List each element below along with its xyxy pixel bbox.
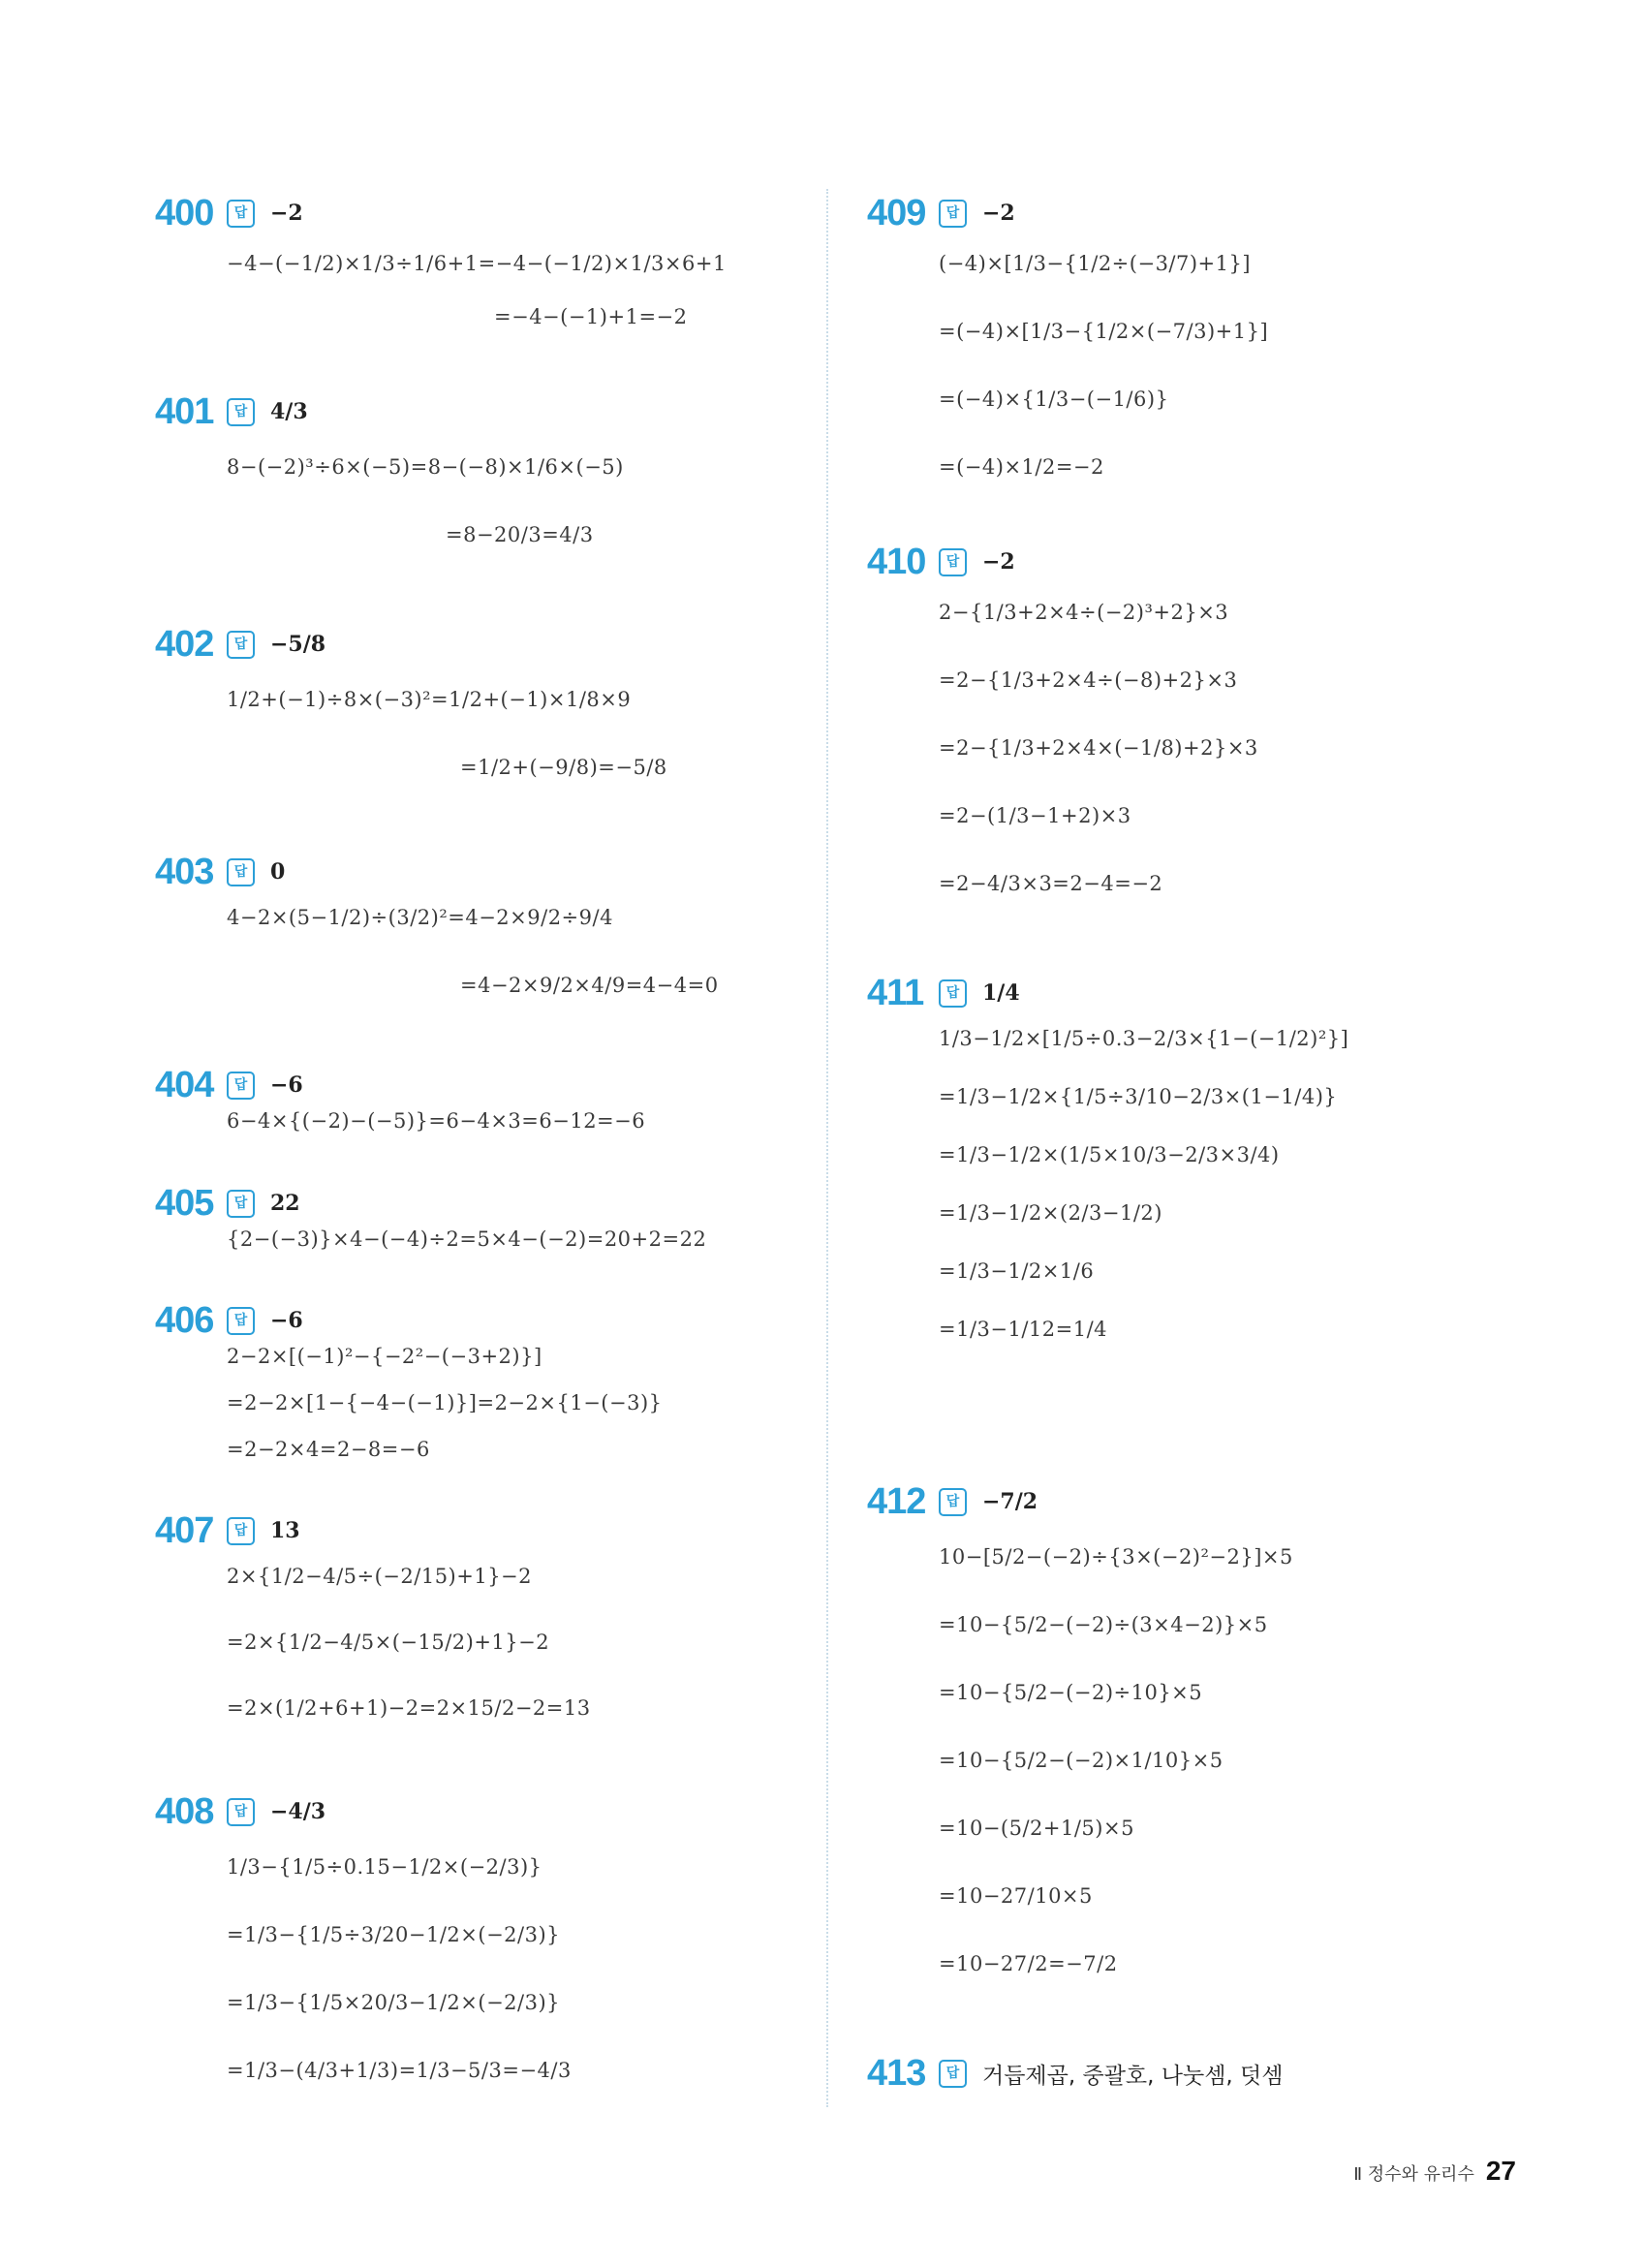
solution-line: (−4)×[1/3−{1/2÷(−3/7)+1}] bbox=[939, 252, 1252, 275]
solution-line: =2−2×[1−{−4−(−1)}]=2−2×{1−(−3)} bbox=[227, 1391, 663, 1414]
problem-number: 405 bbox=[155, 1182, 214, 1224]
problem-number: 409 bbox=[867, 192, 926, 233]
solution-line: =2−{1/3+2×4÷(−8)+2}×3 bbox=[939, 668, 1238, 692]
solution-line: =10−{5/2−(−2)÷(3×4−2)}×5 bbox=[939, 1613, 1268, 1636]
problem-number: 401 bbox=[155, 390, 214, 432]
answer: −5/8 bbox=[270, 632, 326, 657]
problem-number: 411 bbox=[867, 972, 924, 1013]
solution-line: =1/3−1/2×(2/3−1/2) bbox=[939, 1201, 1162, 1225]
solution-line: =−4−(−1)+1=−2 bbox=[494, 305, 688, 328]
problem-400 bbox=[155, 189, 727, 328]
solution-line: 6−4×{(−2)−(−5)}=6−4×3=6−12=−6 bbox=[227, 1109, 646, 1133]
solution-line: =(−4)×[1/3−{1/2×(−7/3)+1}] bbox=[939, 320, 1269, 343]
solution-line: =(−4)×{1/3−(−1/6)} bbox=[939, 388, 1169, 411]
problem-411 bbox=[867, 969, 1349, 1341]
problem-408 bbox=[155, 1787, 572, 2082]
problem-405 bbox=[155, 1179, 707, 1251]
solution-line: =2×{1/2−4/5×(−15/2)+1}−2 bbox=[227, 1631, 550, 1654]
solution-line: −4−(−1/2)×1/3÷1/6+1=−4−(−1/2)×1/3×6+1 bbox=[227, 252, 727, 275]
solution-line: =1/2+(−9/8)=−5/8 bbox=[460, 756, 667, 779]
chapter-title: Ⅱ 정수와 유리수 bbox=[1353, 2164, 1474, 2185]
answer-badge: 답 bbox=[227, 858, 255, 886]
problem-number: 408 bbox=[155, 1790, 214, 1832]
answer: −2 bbox=[982, 201, 1015, 226]
answer-badge: 답 bbox=[227, 1798, 255, 1826]
problem-number: 413 bbox=[867, 2052, 926, 2094]
problem-413 bbox=[867, 2049, 1283, 2097]
solution-line: =2−2×4=2−8=−6 bbox=[227, 1438, 430, 1461]
problem-number: 407 bbox=[155, 1509, 214, 1551]
solution-line: =1/3−(4/3+1/3)=1/3−5/3=−4/3 bbox=[227, 2059, 572, 2082]
problem-409 bbox=[867, 189, 1269, 479]
solution-line: =10−27/10×5 bbox=[939, 1884, 1093, 1908]
solution-line: =10−(5/2+1/5)×5 bbox=[939, 1817, 1134, 1840]
problem-number: 412 bbox=[867, 1480, 926, 1522]
answer: −6 bbox=[270, 1072, 303, 1098]
problem-number: 410 bbox=[867, 541, 926, 582]
problem-406 bbox=[155, 1296, 663, 1461]
answer-badge: 답 bbox=[939, 2060, 967, 2088]
problem-404 bbox=[155, 1061, 646, 1133]
solution-line: {2−(−3)}×4−(−4)÷2=5×4−(−2)=20+2=22 bbox=[227, 1227, 707, 1251]
solution-line: =10−27/2=−7/2 bbox=[939, 1952, 1118, 1975]
problem-number: 400 bbox=[155, 192, 214, 233]
answer-badge: 답 bbox=[227, 1517, 255, 1545]
column-divider bbox=[826, 189, 828, 2107]
solution-line: 10−[5/2−(−2)÷{3×(−2)²−2}]×5 bbox=[939, 1545, 1293, 1569]
solution-line: =2−{1/3+2×4×(−1/8)+2}×3 bbox=[939, 736, 1258, 760]
answer: −7/2 bbox=[982, 1489, 1038, 1514]
solution-line: 8−(−2)³÷6×(−5)=8−(−8)×1/6×(−5) bbox=[227, 455, 624, 479]
answer: −4/3 bbox=[270, 1799, 326, 1824]
answer: −6 bbox=[270, 1308, 303, 1333]
answer: 0 bbox=[270, 859, 286, 885]
solution-line: =2−4/3×3=2−4=−2 bbox=[939, 872, 1163, 895]
page-number: 27 bbox=[1485, 2156, 1516, 2186]
problem-407 bbox=[155, 1507, 591, 1720]
answer-badge: 답 bbox=[227, 631, 255, 659]
solution-line: =8−20/3=4/3 bbox=[446, 523, 594, 546]
solution-line: =2−(1/3−1+2)×3 bbox=[939, 804, 1131, 827]
problem-403 bbox=[155, 848, 719, 997]
answer-badge: 답 bbox=[939, 548, 967, 576]
problem-402 bbox=[155, 620, 667, 779]
answer: −2 bbox=[982, 549, 1015, 575]
solution-line: 2×{1/2−4/5÷(−2/15)+1}−2 bbox=[227, 1565, 533, 1588]
answer: 거듭제곱, 중괄호, 나눗셈, 덧셈 bbox=[982, 2063, 1284, 2089]
solution-line: =(−4)×1/2=−2 bbox=[939, 455, 1104, 479]
answer-badge: 답 bbox=[227, 398, 255, 426]
solution-line: =1/3−{1/5×20/3−1/2×(−2/3)} bbox=[227, 1991, 561, 2014]
solution-line: 4−2×(5−1/2)÷(3/2)²=4−2×9/2÷9/4 bbox=[227, 906, 613, 929]
solution-line: 1/3−{1/5÷0.15−1/2×(−2/3)} bbox=[227, 1855, 542, 1879]
page-footer bbox=[1353, 2156, 1516, 2187]
problem-410 bbox=[867, 538, 1258, 895]
solution-line: =2×(1/2+6+1)−2=2×15/2−2=13 bbox=[227, 1696, 591, 1720]
solution-line: =4−2×9/2×4/9=4−4=0 bbox=[460, 974, 719, 997]
solution-line: =10−{5/2−(−2)×1/10}×5 bbox=[939, 1749, 1224, 1772]
problem-number: 402 bbox=[155, 623, 214, 665]
solution-line: =1/3−1/12=1/4 bbox=[939, 1318, 1108, 1341]
solution-line: =1/3−1/2×1/6 bbox=[939, 1259, 1095, 1283]
solution-line: =1/3−1/2×{1/5÷3/10−2/3×(1−1/4)} bbox=[939, 1085, 1338, 1108]
solution-line: 2−2×[(−1)²−{−2²−(−3+2)}] bbox=[227, 1345, 542, 1368]
problem-number: 403 bbox=[155, 851, 214, 892]
answer-badge: 답 bbox=[227, 1190, 255, 1218]
answer: −2 bbox=[270, 201, 303, 226]
problem-number: 406 bbox=[155, 1299, 214, 1341]
answer-badge: 답 bbox=[939, 979, 967, 1008]
answer: 13 bbox=[270, 1518, 300, 1543]
answer-badge: 답 bbox=[227, 200, 255, 228]
problem-412 bbox=[867, 1477, 1293, 1975]
answer-badge: 답 bbox=[227, 1072, 255, 1100]
problem-number: 404 bbox=[155, 1064, 214, 1105]
solution-line: =1/3−1/2×(1/5×10/3−2/3×3/4) bbox=[939, 1143, 1280, 1166]
answer-badge: 답 bbox=[939, 200, 967, 228]
answer-badge: 답 bbox=[227, 1307, 255, 1335]
answer: 4/3 bbox=[270, 399, 308, 424]
answer-badge: 답 bbox=[939, 1488, 967, 1516]
solution-line: 2−{1/3+2×4÷(−2)³+2}×3 bbox=[939, 601, 1229, 624]
answer: 22 bbox=[270, 1191, 300, 1216]
solution-line: =10−{5/2−(−2)÷10}×5 bbox=[939, 1681, 1203, 1704]
solution-line: =1/3−{1/5÷3/20−1/2×(−2/3)} bbox=[227, 1923, 561, 1946]
problem-401 bbox=[155, 388, 624, 546]
solution-line: 1/2+(−1)÷8×(−3)²=1/2+(−1)×1/8×9 bbox=[227, 688, 632, 711]
solution-line: 1/3−1/2×[1/5÷0.3−2/3×{1−(−1/2)²}] bbox=[939, 1027, 1349, 1050]
answer: 1/4 bbox=[982, 980, 1020, 1006]
